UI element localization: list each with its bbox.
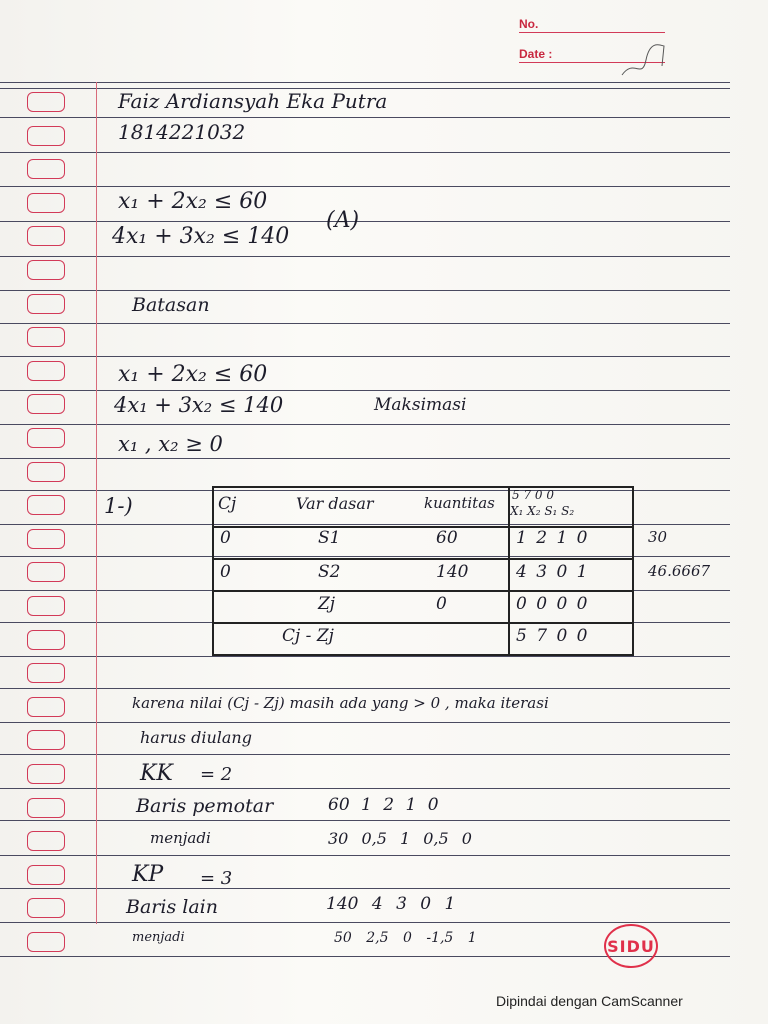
table-cell-var: S2 [318, 562, 341, 582]
ruled-line [0, 117, 730, 118]
student-name: Faiz Ardiansyah Eka Putra [118, 89, 388, 113]
kk-value: = 2 [200, 764, 233, 785]
constraint-b-1: x₁ + 2x₂ ≤ 60 [118, 362, 268, 387]
menjadi-values-1: 30 0,5 1 0,5 0 [328, 829, 472, 848]
margin-box [27, 92, 65, 112]
margin-box [27, 596, 65, 616]
date-scribble [612, 40, 672, 82]
margin-box [27, 226, 65, 246]
ruled-line [0, 290, 730, 291]
table-cell-cj: 0 [220, 562, 231, 582]
table-cell-coef: 1 2 1 0 [516, 528, 588, 548]
batasan-label: Batasan [132, 294, 210, 316]
margin-box [27, 361, 65, 381]
ruled-line [0, 820, 730, 821]
ruled-line [0, 356, 730, 357]
table-cell-var: S1 [318, 528, 341, 548]
ruled-line [0, 656, 730, 657]
baris-lain-values: 140 4 3 0 1 [326, 894, 456, 914]
table-cell-coef: 5 7 0 0 [516, 626, 588, 646]
date-label: Date : [519, 47, 553, 61]
margin-box [27, 898, 65, 918]
margin-box [27, 630, 65, 650]
ruled-line [0, 458, 730, 459]
margin-box [27, 764, 65, 784]
table-row-divider [214, 558, 632, 560]
ruled-line [0, 152, 730, 153]
margin-box [27, 126, 65, 146]
margin-box [27, 730, 65, 750]
menjadi-values-2: 50 2,5 0 -1,5 1 [334, 930, 477, 946]
ruled-line [0, 688, 730, 689]
table-cell-coef: 4 3 0 1 [516, 562, 588, 582]
ruled-line [0, 855, 730, 856]
pivot-row-label: Baris pemotar [136, 795, 274, 817]
table-cell-qty: 140 [436, 562, 469, 582]
table-cell-qty: 60 [436, 528, 458, 548]
table-header-vars: X₁ X₂ S₁ S₂ [510, 504, 575, 518]
ruled-line [0, 424, 730, 425]
table-header-kuantitas: kuantitas [424, 494, 495, 512]
margin-box [27, 462, 65, 482]
margin-line [96, 82, 97, 924]
table-cell-ratio: 46.6667 [648, 562, 711, 580]
constraint-a-2: 4x₁ + 3x₂ ≤ 140 [112, 224, 290, 249]
menjadi-label-1: menjadi [150, 829, 211, 847]
margin-box [27, 327, 65, 347]
ruled-line [0, 256, 730, 257]
margin-box [27, 798, 65, 818]
student-nim: 1814221032 [118, 120, 246, 144]
margin-box [27, 394, 65, 414]
kp-value: = 3 [200, 868, 233, 889]
no-label: No. [519, 17, 539, 31]
ruled-line [0, 186, 730, 187]
ruled-line [0, 82, 730, 83]
margin-box [27, 529, 65, 549]
ruled-line [0, 754, 730, 755]
kp-label: KP [132, 862, 164, 887]
table-cell-var: Cj - Zj [282, 626, 334, 646]
margin-box [27, 697, 65, 717]
note-line-2: harus diulang [140, 728, 252, 747]
sidu-stamp [604, 924, 658, 968]
table-row-divider [214, 590, 632, 592]
table-row-divider [214, 622, 632, 624]
table-cell-var: Zj [318, 594, 336, 614]
table-cell-cj: 0 [220, 528, 231, 548]
kk-label: KK [140, 761, 173, 786]
margin-box [27, 428, 65, 448]
ruled-line [0, 788, 730, 789]
margin-box [27, 831, 65, 851]
margin-box [27, 932, 65, 952]
margin-box [27, 562, 65, 582]
step-label: 1-) [104, 494, 133, 518]
table-cell-ratio: 30 [648, 528, 668, 546]
ruled-line [0, 221, 730, 222]
margin-box [27, 495, 65, 515]
table-header-var: Var dasar [296, 494, 374, 513]
margin-box [27, 865, 65, 885]
ruled-line [0, 722, 730, 723]
menjadi-label-2: menjadi [132, 930, 185, 945]
table-header-coeffs: 5 7 0 0 [512, 488, 554, 502]
table-cell-qty: 0 [436, 594, 447, 614]
constraint-a-1: x₁ + 2x₂ ≤ 60 [118, 189, 268, 214]
margin-box [27, 159, 65, 179]
table-header-cj: Cj [218, 494, 237, 514]
pivot-row-values: 60 1 2 1 0 [328, 795, 439, 815]
margin-box [27, 663, 65, 683]
camscanner-footer: Dipindai dengan CamScanner [496, 993, 683, 1009]
stamp-text: SIDU [607, 936, 655, 956]
note-line-1: karena nilai (Cj - Zj) masih ada yang > 0 , maka iterasi [132, 694, 549, 712]
ruled-line [0, 390, 730, 391]
objective-label: Maksimasi [374, 395, 467, 415]
ruled-line [0, 922, 730, 923]
margin-box [27, 294, 65, 314]
table-cell-coef: 0 0 0 0 [516, 594, 588, 614]
constraint-b-2: 4x₁ + 3x₂ ≤ 140 [114, 393, 284, 417]
constraint-a-tag: (A) [326, 208, 360, 233]
ruled-line [0, 323, 730, 324]
ruled-line [0, 888, 730, 889]
constraint-b-3: x₁ , x₂ ≥ 0 [118, 432, 223, 456]
margin-box [27, 260, 65, 280]
no-underline [519, 32, 665, 33]
margin-box [27, 193, 65, 213]
baris-lain-label: Baris lain [126, 896, 218, 918]
